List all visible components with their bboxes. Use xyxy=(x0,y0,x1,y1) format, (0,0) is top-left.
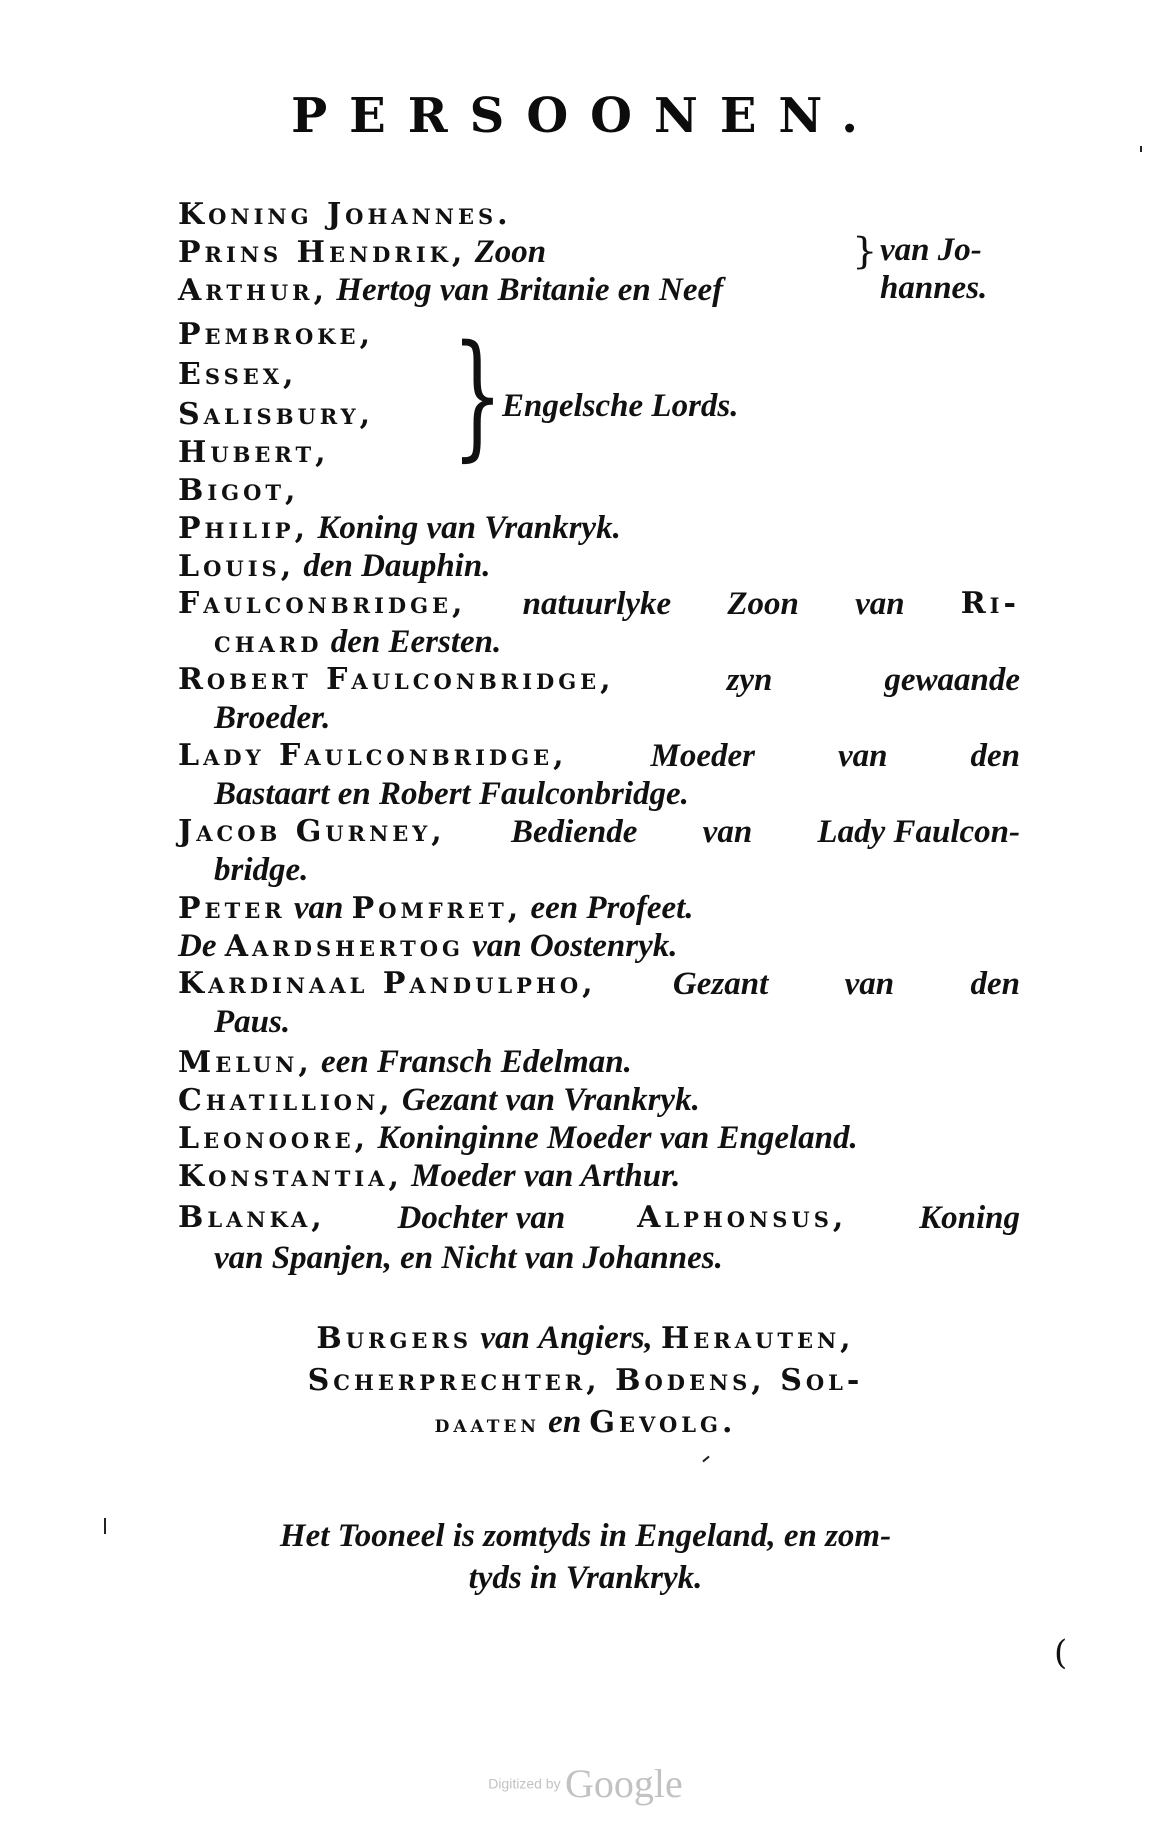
character-role: Koninginne Moeder van Engeland. xyxy=(377,1120,858,1156)
character-name: Arthur, xyxy=(178,273,329,308)
character-name: Leonoore, xyxy=(178,1121,370,1156)
shared-role-hannes: hannes. xyxy=(880,270,988,306)
cast-kardinaal-cont: Paus. xyxy=(214,1004,291,1040)
extras-text: en xyxy=(548,1404,582,1440)
cast-lady-cont: Bastaart en Robert Faulconbridge. xyxy=(214,776,689,812)
cast-blanka xyxy=(178,1200,1020,1236)
cast-louis xyxy=(178,548,490,585)
character-role: Alphonsus, xyxy=(637,1200,848,1235)
character-role: Zoon xyxy=(727,586,799,622)
cast-jacob xyxy=(178,814,1020,850)
character-role: natuurlyke xyxy=(522,586,672,622)
cast-konstantia xyxy=(178,1158,680,1195)
small-brace-icon: } xyxy=(852,231,878,273)
extras-text: Angiers, xyxy=(538,1320,653,1356)
character-role: Ri- xyxy=(960,586,1020,621)
stray-speck xyxy=(702,1456,709,1463)
extras-text: daaten xyxy=(434,1409,540,1438)
character-role: den xyxy=(970,966,1020,1002)
character-role: van xyxy=(702,814,753,850)
character-role: den xyxy=(970,738,1020,774)
character-role: Moeder xyxy=(650,738,755,774)
character-name: Chatillion, xyxy=(178,1083,394,1118)
character-name: Melun, xyxy=(178,1045,313,1080)
character-role: Lady Faulcon- xyxy=(817,814,1020,850)
extras-line-2 xyxy=(0,1362,1171,1399)
cast-peter xyxy=(178,890,694,927)
scene-line-2: tyds in Vrankryk. xyxy=(468,1560,703,1596)
cast-leonoore xyxy=(178,1120,858,1157)
character-name: Bigot, xyxy=(178,473,300,508)
character-role: Hertog van Britanie en Neef xyxy=(336,272,724,308)
stray-speck xyxy=(104,1518,106,1534)
digitized-watermark xyxy=(0,1760,1171,1807)
cast-faulconbridge-cont xyxy=(214,624,501,661)
character-role: Gezant xyxy=(672,966,769,1002)
page-title: PERSOONEN. xyxy=(291,88,880,144)
character-role: een Fransch Edelman. xyxy=(321,1044,632,1080)
character-role: Bediende xyxy=(510,814,638,850)
stray-paren-mark: ( xyxy=(1054,1633,1068,1673)
character-name: Jacob Gurney, xyxy=(178,814,446,849)
cast-lady xyxy=(178,738,1020,774)
character-name: Peter xyxy=(178,891,286,926)
character-role: van xyxy=(837,738,888,774)
large-brace-icon: } xyxy=(452,316,503,475)
character-role: Koning van Vrankryk. xyxy=(317,510,621,546)
character-name: van xyxy=(293,890,344,926)
extras-text: Burgers xyxy=(316,1321,473,1356)
character-name: Robert Faulconbridge, xyxy=(178,662,615,697)
character-name: Koning Johannes. xyxy=(178,197,512,232)
character-name: Kardinaal Pandulpho, xyxy=(178,966,597,1001)
lords-role: Engelsche Lords. xyxy=(502,388,739,424)
cast-kardinaal xyxy=(178,966,1020,1002)
cast-prins-hendrik xyxy=(178,234,546,271)
extras-line-1 xyxy=(0,1320,1171,1357)
character-role: den Eersten. xyxy=(330,624,502,660)
character-name: Pomfret, xyxy=(351,891,523,926)
character-role: Zoon xyxy=(474,234,547,270)
character-role: van xyxy=(855,586,905,622)
character-role: gewaande xyxy=(884,662,1020,698)
google-logo: Google xyxy=(565,1761,683,1806)
character-role: van xyxy=(844,966,895,1002)
cast-arthur xyxy=(178,272,723,309)
cast-chatillion xyxy=(178,1082,700,1119)
character-name: Prins Hendrik, xyxy=(178,235,467,270)
stray-speck xyxy=(1140,146,1142,152)
character-role: zyn xyxy=(726,662,773,698)
watermark-text: Digitized by xyxy=(488,1775,561,1792)
cast-blanka-cont: van Spanjen, en Nicht van Johannes. xyxy=(214,1240,723,1276)
cast-melun xyxy=(178,1044,632,1081)
cast-bigot xyxy=(178,472,299,509)
character-role: den Dauphin. xyxy=(303,548,491,584)
character-role: Gezant van Vrankryk. xyxy=(401,1082,700,1118)
character-role: Koning xyxy=(919,1200,1020,1236)
character-name: Pembroke, xyxy=(178,317,375,352)
character-role: van Oostenryk. xyxy=(472,928,678,964)
cast-jacob-cont: bridge. xyxy=(214,852,309,888)
character-role: Dochter van xyxy=(397,1200,566,1236)
cast-pembroke xyxy=(178,316,374,353)
cast-faulconbridge xyxy=(178,586,1020,622)
character-name: Lady Faulconbridge, xyxy=(178,738,568,773)
extras-text: Herauten, xyxy=(660,1321,855,1356)
character-name: Salisbury, xyxy=(178,397,375,432)
cast-robert xyxy=(178,662,1020,698)
character-name: Blanka, xyxy=(178,1200,326,1235)
character-name: Louis, xyxy=(178,549,296,584)
extras-text: Scherprechter, Bodens, Sol- xyxy=(307,1363,864,1398)
extras-text: Gevolg. xyxy=(589,1405,737,1440)
character-role: een Profeet. xyxy=(530,890,694,926)
cast-salisbury xyxy=(178,396,374,433)
character-name: Konstantia, xyxy=(178,1159,403,1194)
character-name: Aardshertog xyxy=(224,929,464,964)
cast-hubert xyxy=(178,434,330,471)
character-name: Philip, xyxy=(178,511,310,546)
cast-robert-cont: Broeder. xyxy=(214,700,331,736)
character-name: Faulconbridge, xyxy=(178,586,467,621)
extras-text: van xyxy=(480,1320,530,1356)
cast-philip xyxy=(178,510,621,547)
cast-aardshertog xyxy=(178,928,678,965)
shared-role-van-jo: van Jo- xyxy=(880,232,982,268)
cast-essex xyxy=(178,356,297,393)
character-name: Hubert, xyxy=(178,435,330,470)
character-role: Moeder van Arthur. xyxy=(411,1158,681,1194)
character-role: chard xyxy=(214,625,323,660)
scene-line-1: Het Tooneel is zomtyds in Engeland, en zom- xyxy=(279,1518,892,1554)
extras-line-3 xyxy=(0,1404,1171,1442)
character-name: De xyxy=(178,928,217,964)
cast-koning-johannes xyxy=(178,196,512,233)
character-name: Essex, xyxy=(178,357,298,392)
